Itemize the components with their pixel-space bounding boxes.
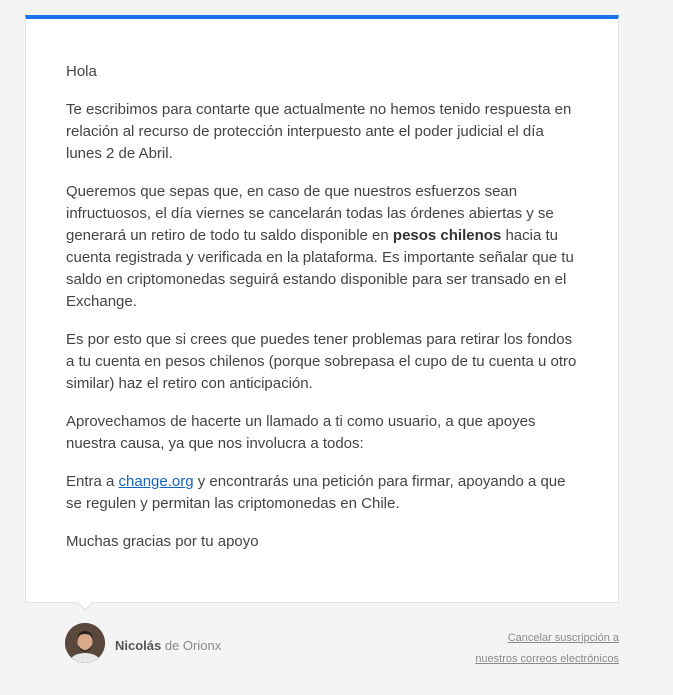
greeting: Hola — [66, 63, 97, 80]
paragraph-2-text-b: hacia tu cuenta registrada y verificada en la plataforma. Es importante señalar que tu saldo en criptomonedas seguirá estando disponible para ser transado en el Exchange. — [66, 227, 574, 310]
unsubscribe-link-line-1[interactable]: Cancelar suscripción a — [507, 632, 619, 644]
sender-name: Nicolás — [115, 638, 162, 653]
avatar-portrait-icon — [65, 623, 105, 663]
unsubscribe — [475, 628, 619, 670]
paragraph-4: Aprovechamos de hacerte un llamado a ti como usuario, a que apoyes nuestra causa, ya que nos involucra a todos: — [66, 413, 536, 452]
change-org-link[interactable]: change.org — [118, 473, 194, 490]
paragraph-5-text-a: Entra a — [66, 473, 119, 490]
card-pointer — [76, 602, 94, 611]
email-footer — [25, 620, 619, 670]
sender-company: de Orionx — [161, 638, 222, 653]
paragraph-2-text-a: Queremos que sepas que, en caso de que nuestros esfuerzos sean infructuosos, el día viernes se cancelarán todas las órdenes abiertas y se generará un retiro de todo tu saldo disponible en — [66, 183, 554, 244]
paragraph-1: Te escribimos para contarte que actualmente no hemos tenido respuesta en relación al recurso de protección interpuesto ante el poder judicial el día lunes 2 de Abril. — [66, 101, 572, 162]
email-card — [25, 15, 619, 603]
closing-text: Muchas gracias por tu apoyo — [66, 533, 259, 550]
paragraph-3: Es por esto que si crees que puedes tener problemas para retirar los fondos a tu cuenta en pesos chilenos (porque sobrepasa el cupo de tu cuenta u otro similar) haz el retiro con anticipación. — [66, 331, 577, 392]
bold-pesos-chilenos: pesos chilenos — [392, 227, 502, 244]
avatar — [65, 623, 105, 663]
paragraph-2 — [66, 181, 578, 313]
unsubscribe-link-line-2[interactable]: nuestros correos electrónicos — [475, 653, 619, 665]
paragraph-5 — [66, 471, 578, 515]
paragraph-5-text-b: y encontrarás una petición para firmar, apoyando a que se regulen y permitan las criptomonedas en Chile. — [66, 473, 566, 512]
sender — [115, 638, 221, 653]
